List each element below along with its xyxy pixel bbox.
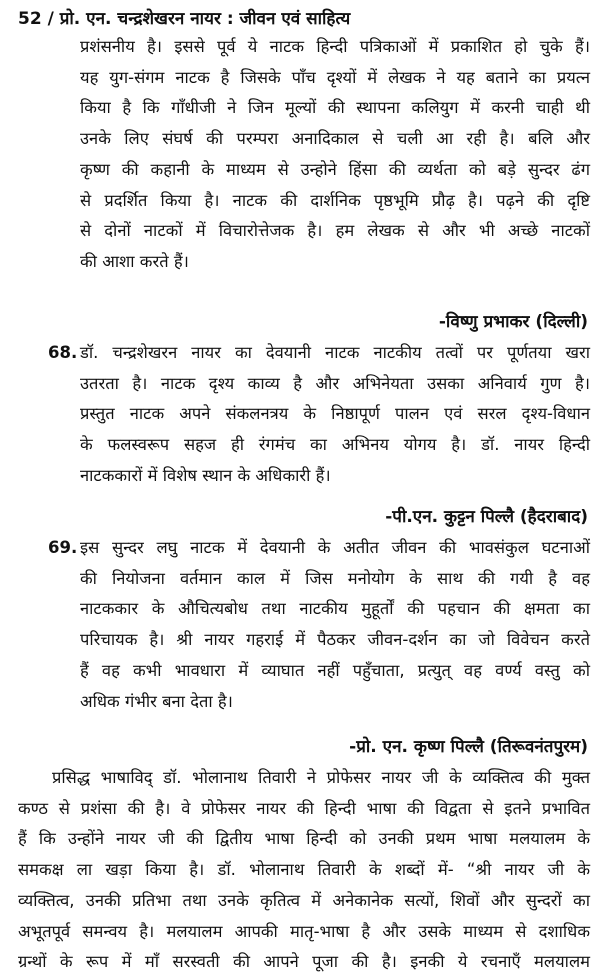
text-line: प्रशंसनीय है। इससे पूर्व ये नाटक हिन्दी पत्रिकाओं में प्रकाशित हो चुके हैं। [80, 37, 590, 56]
item-number-68: 68. [48, 343, 78, 362]
text-line: से दोनों नाटकों में विचारोत्तेजक है। हम लेखक से और भी अच्छे नाटकों [80, 221, 590, 241]
text-line: प्रसिद्ध भाषाविद् डॉ. भोलानाथ तिवारी ने प्रोफेसर नायर जी के व्यक्तित्व की मुक्त [52, 768, 590, 787]
text-line: प्रस्तुत नाटक अपने संकलनत्रय के निष्ठापूर्ण पालन एवं सरल दृश्य-विधान [80, 404, 590, 424]
text-line: परिचायक है। श्री नायर गहराई में पैठकर जीवन-दर्शन का जो विवेचन करते [80, 630, 590, 650]
text-line: हैं वह कभी भावधारा में व्याघात नहीं पहुँचाता, प्रत्युत् वह वर्ण्य वस्तु को [80, 660, 590, 680]
text-line: कण्ठ से प्रशंसा की है। वे प्रोफेसर नायर की हिन्दी भाषा की विद्वता से इतने प्रभावित [18, 798, 590, 818]
text-line: डॉ. चन्द्रशेखरन नायर का देवयानी नाटक नाटकीय तत्वों पर पूर्णतया खरा [80, 343, 590, 362]
text-line: अधिक गंभीर बना देता है। [80, 691, 233, 711]
text-line: यह युग-संगम नाटक है जिसके पाँच दृश्यों में लेखक ने यह बताने का प्रयत्न [80, 67, 590, 87]
text-line: उनके लिए संघर्ष की परम्परा अनादिकाल से चली आ रही है। बलि और [80, 129, 590, 149]
attribution-vishnu-prabhakar: -विष्णु प्रभाकर (दिल्ली) [438, 312, 588, 332]
running-header [18, 6, 350, 29]
text-line: इस सुन्दर लघु नाटक में देवयानी के अतीत जीवन की भावसंकुल घटनाओं [80, 538, 590, 557]
text-line: नाटककार के औचित्यबोध तथा नाटकीय मुहूर्तों की पहचान की क्षमता का [80, 599, 590, 619]
item-number-69: 69. [48, 538, 78, 557]
text-line: किया है कि गाँधीजी ने जिन मूल्यों की स्थापना कलियुग में करनी चाही थी [80, 98, 590, 118]
text-line: से प्रदर्शित किया है। नाटक की दार्शनिक पृष्ठभूमि प्रौढ़ है। पढ़ने की दृष्टि [80, 190, 590, 210]
text-line: अभूतपूर्व समन्वय है। मलयालम आपकी मातृ-भाषा है और उसके माध्यम से दशाधिक [18, 921, 590, 941]
text-line: नाटककारों में विशेष स्थान के अधिकारी हैं। [80, 465, 331, 485]
attribution-krishna-pillai: -प्रो. एन. कृष्ण पिल्लै (तिरूवनंतपुरम) [349, 737, 588, 757]
header-separator: / [47, 9, 54, 29]
page-number: 52 [18, 9, 42, 29]
text-line: कृष्ण की कहानी के माध्यम से उन्होने हिंसा की व्यर्थता को बड़े सुन्दर ढंग [80, 159, 590, 179]
text-line: के फलस्वरूप सहज ही रंगमंच का अभिनय योगय है। डॉ. नायर हिन्दी [80, 435, 590, 455]
text-line: उतरता है। नाटक दृश्य काव्य है और अभिनेयता उसका अनिवार्य गुण है। [80, 373, 590, 393]
text-line: की नियोजना वर्तमान काल में जिस मनोयोग के साथ की गयी है वह [80, 568, 590, 588]
attribution-kuttan-pillai: -पी.एन. कुट्टन पिल्लै (हैदराबाद) [385, 507, 588, 527]
text-line: व्यक्तित्व, उनकी प्रतिभा तथा उनके कृतित्व में अनेकानेक सत्यों, शिवों और सुन्दरों का [18, 890, 590, 910]
book-title: प्रो. एन. चन्द्रशेखरन नायर : जीवन एवं साहित्य [59, 9, 351, 29]
text-line: ग्रन्थों के रूप में माँ सरस्वती की आपने पूजा की है। इनकी ये रचनाएँ मलयालम [18, 952, 590, 972]
text-line: समकक्ष ला खड़ा किया है। डॉ. भोलानाथ तिवारी के शब्दों में- “श्री नायर जी के [18, 860, 590, 880]
text-line: हैं कि उन्होंने नायर जी की द्वितीय भाषा हिन्दी को उनकी प्रथम भाषा मलयालम के [18, 829, 590, 849]
text-line: की आशा करते हैं। [80, 251, 189, 271]
